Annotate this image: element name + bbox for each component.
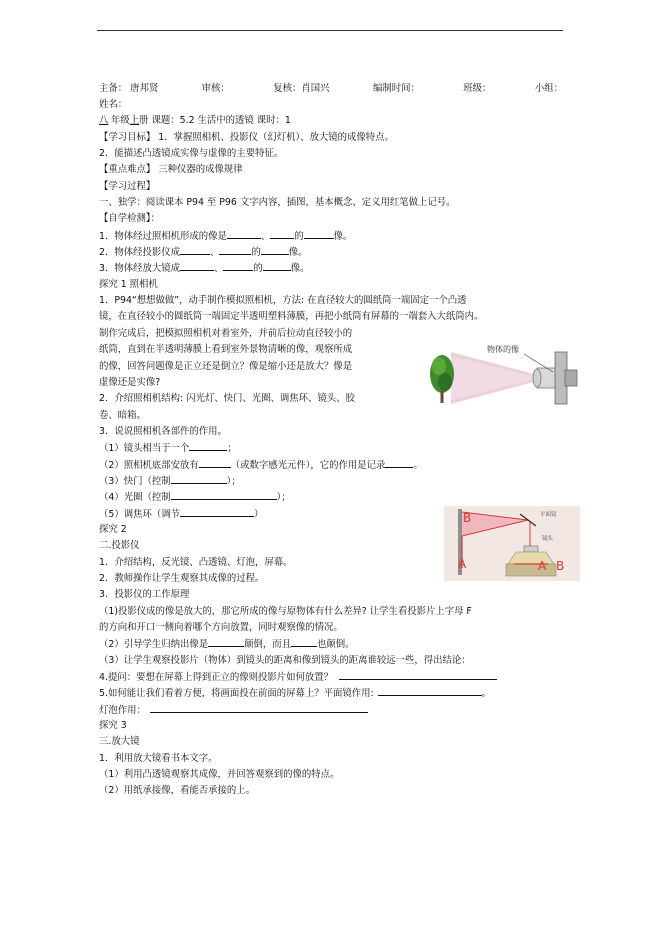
p5-text: （5）调焦环（调节 (99, 508, 180, 520)
e1-1c: 制作完成后，把模拟照相机对着室外，并前后拉动直径较小的 (99, 327, 353, 339)
mirror-label: 平面镜 (540, 512, 557, 518)
label-b-stage: B (556, 559, 565, 573)
m-1: 1．利用放大镜看书本文字。 (99, 752, 218, 764)
q1-text: 1．物体经过照相机形成的像是 (99, 230, 227, 242)
q1-blank-2[interactable] (270, 228, 294, 239)
pr-3: 3．投影仪的工作原理 (99, 589, 190, 601)
p3-end: ）； (226, 475, 241, 487)
question-3 (99, 260, 569, 276)
q3-sep: 、 (213, 263, 224, 275)
course-line (99, 113, 569, 129)
p2-mid: （或数字感光元件），它的作用是记录 (230, 459, 386, 471)
tube-end (565, 370, 577, 386)
q3-blank-1[interactable] (180, 260, 214, 271)
tree-icon (430, 355, 454, 403)
p1-end: ； (227, 443, 237, 455)
top-rule (97, 30, 563, 31)
reviewer: 审核： (201, 83, 230, 94)
light-cone-inner (451, 356, 539, 400)
volume: 上 (129, 115, 140, 127)
pr-2: 2．教师操作让学生观察其成像的过程。 (99, 572, 265, 584)
topic: 课题：5.2 生活中的透镜 课时：1 (148, 115, 291, 127)
m-1-2: （2）用纸承接像，看能否承接的上。 (99, 785, 255, 797)
volume-suffix: 册 (139, 115, 149, 127)
label-b-top: B (463, 511, 472, 525)
pr32-mid: 颠倒，而且 (244, 639, 291, 651)
editor: 主备： 唐邦贤 (99, 83, 159, 94)
e1-1b: 镜，在直径较小的圆纸筒一端固定半透明塑料薄膜，再把小纸筒有屏幕的一端套入大纸筒内。 (99, 311, 484, 323)
e1-1e: 的像，回答问题像是正立还是倒立？像是缩小还是放大？像是 (99, 360, 353, 372)
selfcheck-heading: 【自学检测】： (99, 213, 160, 225)
pr-5 (99, 685, 569, 701)
goal-1: 【学习目标】 1．掌握照相机、投影仪（幻灯机）、放大镜的成像特点。 (99, 131, 394, 143)
pr32-end: 也颠倒。 (316, 639, 355, 651)
name-label: 姓名： (99, 99, 128, 110)
part-3 (99, 473, 569, 489)
pr5-end: 。 (481, 688, 491, 700)
pr-3-2 (99, 636, 569, 652)
pr-5c (99, 702, 569, 718)
magnifier-heading: 三.放大镜 (99, 736, 140, 748)
camera-figure (429, 342, 578, 415)
part-2 (99, 457, 569, 473)
pr4-blank[interactable] (339, 669, 497, 680)
pr5-text: 5.如何能让我们看着方便，将画面投在前面的屏幕上？平面镜作用: (99, 688, 374, 700)
explore-3-heading: 探究 3 (99, 720, 127, 732)
compile-time: 编制时间： (372, 83, 420, 94)
p5-blank[interactable] (180, 506, 254, 517)
pr-3-3: （3）让学生观察投影片（物体）到镜头的距离和像到镜头的距离谁较远一些，得出结论： (99, 654, 471, 666)
q2-de: 的 (251, 247, 261, 259)
selfstudy: 一、独学：阅读课本 P94 至 P96 文字内容，插图，基本概念、定义用红笔做上记号。 (99, 197, 456, 209)
pr5-blank-1[interactable] (378, 685, 482, 696)
header-row (99, 80, 569, 97)
q3-de: 的 (253, 263, 263, 275)
tube-opening (533, 369, 541, 387)
p3-text: （3）快门（控制 (99, 475, 171, 487)
q1-blank-3[interactable] (304, 228, 334, 239)
pr-3-1a: （1)投影仪成的像是放大的，那它所成的像与原物体有什么差异? 让学生看投影片上字母 F (99, 605, 472, 617)
pr5c-text: 灯泡作用： (99, 704, 146, 716)
q1-end: 像。 (333, 230, 353, 242)
pr32-text: （2）引导学生归纳出像是 (99, 639, 209, 651)
group-label: 小组： (534, 83, 563, 94)
label-a-stage: A (538, 559, 547, 573)
pr5-blank-2[interactable] (150, 702, 368, 713)
q2-blank-2[interactable] (219, 244, 251, 255)
part-1 (99, 440, 569, 456)
e1-3: 3．说说照相机各部件的作用。 (99, 425, 227, 437)
pr-3-1b: 的方向和开口一侧向着哪个方向放置，同时观察像的情况。 (99, 622, 343, 633)
q3-blank-3[interactable] (263, 260, 291, 271)
e1-1d: 纸筒，直到在半透明薄膜上看到室外景物清晰的像，观察所成 (99, 344, 353, 356)
pr-4 (99, 669, 569, 685)
projector-heading: 二.投影仪 (99, 540, 140, 552)
p4-text: （4）光圈（控制 (99, 492, 171, 504)
p2-blank-2[interactable] (385, 457, 413, 468)
class-label: 班级： (463, 83, 492, 94)
rechecker: 复核：肖国兴 (273, 83, 330, 94)
slide-stage (508, 552, 554, 564)
p2-text: （2）照相机底部安放有 (99, 459, 199, 471)
p1-text: （1）镜头相当于一个 (99, 443, 190, 455)
q3-text: 3．物体经放大镜成 (99, 263, 180, 275)
e1-1f: 虚像还是实像? (99, 376, 161, 388)
q2-sep: 、 (209, 247, 220, 259)
p1-blank[interactable] (189, 440, 227, 451)
projector-base (506, 564, 556, 576)
camera-image-label: 物体的像 (487, 345, 519, 354)
explore-1-heading: 探究 1 照相机 (99, 278, 158, 290)
grade-suffix: 年级 (111, 115, 130, 127)
goal-2: 2．能描述凸透镜成实像与虚像的主要特征。 (99, 148, 284, 160)
p2-end: 。 (413, 459, 423, 471)
e1-1a: 1．P94“想想做做”，动手制作模拟照相机，方法: 在直径较大的圆纸筒一端固定一个凸透 (99, 295, 467, 307)
e1-2a: 2．介绍照相机结构: 闪光灯、快门、光圈、调焦环、镜头、胶 (99, 393, 355, 405)
q2-end: 像。 (288, 247, 308, 259)
p3-blank[interactable] (171, 473, 227, 484)
p2-blank-1[interactable] (199, 457, 231, 468)
process-heading: 【学习过程】 (99, 180, 156, 192)
pr4-text: 4.提问：要想在屏幕上得到正立的像则投影片如何放置？ (99, 672, 333, 684)
q3-blank-2[interactable] (223, 260, 253, 271)
projector-figure (444, 506, 580, 581)
part-4 (99, 489, 569, 505)
lens-label: 镜头 (542, 536, 554, 542)
question-1 (99, 228, 569, 244)
q3-end: 像。 (290, 263, 310, 275)
e1-2b: 卷、暗箱。 (99, 409, 146, 421)
p4-end: ）； (276, 492, 291, 504)
label-a-bottom: A (458, 557, 467, 571)
m-1-1: （1）利用凸透镜观察其成像，并回答观察到的像的特点。 (99, 769, 340, 781)
p4-blank[interactable] (171, 489, 277, 500)
q2-text: 2．物体经投影仪成 (99, 247, 180, 259)
pr32-blank-2[interactable] (291, 636, 317, 647)
worksheet (99, 80, 569, 800)
q1-de: 的 (294, 230, 304, 242)
pr-1: 1．介绍结构，反光镜、凸透镜、灯泡，屏幕。 (99, 556, 293, 568)
keypoint: 【重点难点】 三种仪器的成像规律 (99, 164, 243, 176)
q2-blank-1[interactable] (180, 244, 210, 255)
explore-2-heading: 探究 2 (99, 523, 127, 535)
q2-blank-3[interactable] (261, 244, 289, 255)
question-2 (99, 244, 569, 260)
grade: 八 (99, 115, 109, 127)
p5-end: ） (253, 508, 264, 520)
q1-blank-1[interactable] (227, 228, 261, 239)
lens (524, 546, 538, 552)
q1-sep: 、 (260, 230, 271, 242)
pr32-blank-1[interactable] (208, 636, 244, 647)
